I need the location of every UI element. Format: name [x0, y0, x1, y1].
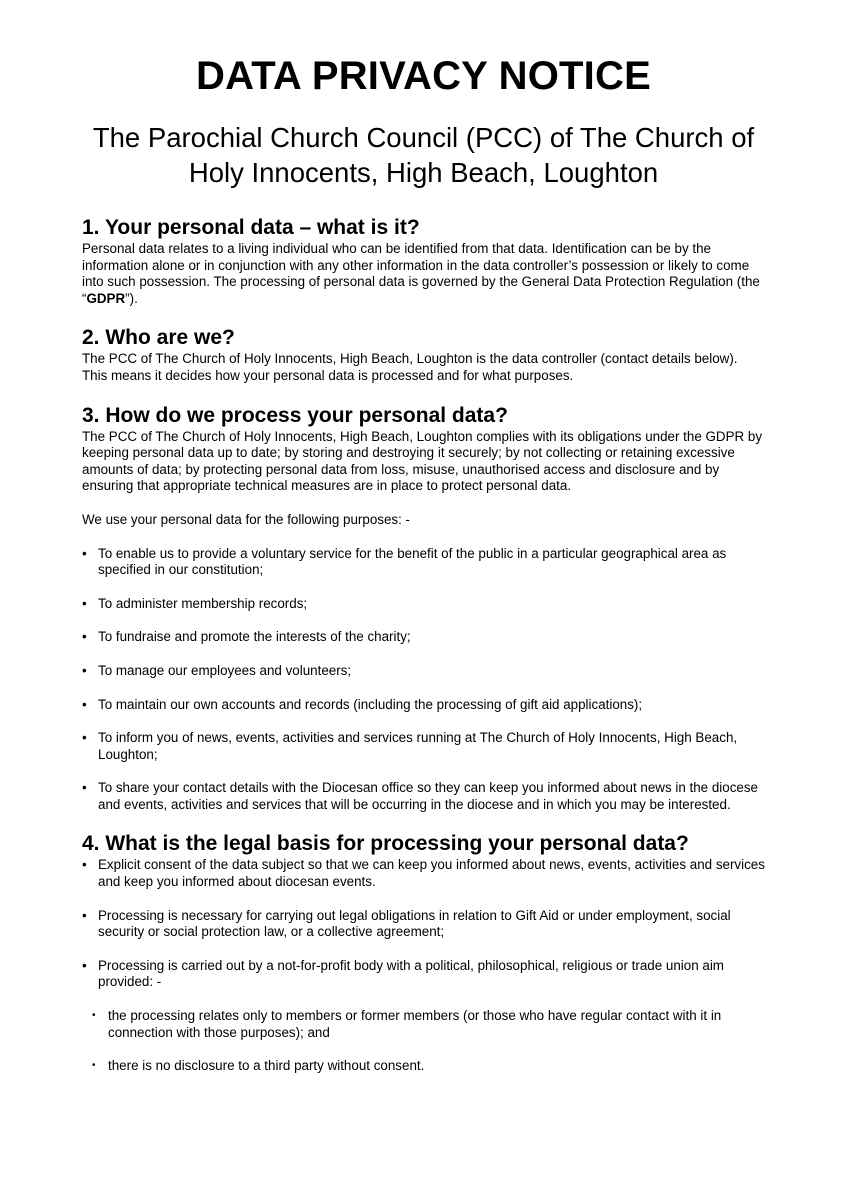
list-item: • the processing relates only to members or former members (or those who have regular contact with it in connection with those purposes); and: [92, 1008, 722, 1040]
list-item: • Processing is carried out by a not-for-profit body with a political, philosophical, religious or trade union aim provided: -: [82, 957, 724, 990]
section-who-are-we: [82, 325, 765, 384]
bullet-icon: •: [92, 1060, 96, 1072]
list-item: • To fundraise and promote the interests of the charity;: [82, 629, 411, 645]
body-text: Personal data relates to a living individual who can be identified from that data. Identification can be by the information alone or in conjunction with any other information in the data controller’s possession or likely to come into such possession. The processing of personal data is governed by the General Data Protection Regulation (the “: [82, 241, 760, 306]
list-item: • To maintain our own accounts and records (including the processing of gift aid applications);: [82, 696, 643, 712]
document-title: DATA PRIVACY NOTICE: [196, 54, 651, 98]
list-item: • To administer membership records;: [82, 595, 308, 611]
bullet-icon: •: [82, 545, 87, 561]
section-personal-data: [82, 215, 765, 307]
section-body: [82, 241, 765, 307]
bullet-icon: •: [82, 662, 87, 678]
list-item: • Processing is necessary for carrying out legal obligations in relation to Gift Aid or under employment, social security or social protection law, or a collective agreement;: [82, 907, 731, 940]
section-legal-basis: [82, 831, 765, 1074]
section-heading: 1. Your personal data – what is it?: [82, 216, 420, 239]
list-item: • To enable us to provide a voluntary service for the benefit of the public in a particular geographical area as specified in our constitution;: [82, 545, 727, 578]
list-item: • To manage our employees and volunteers;: [82, 662, 352, 678]
gdpr-abbreviation: GDPR: [86, 290, 126, 306]
section-how-we-process: [82, 403, 765, 814]
purposes-list: [82, 546, 765, 814]
section-body: The PCC of The Church of Holy Innocents, High Beach, Loughton complies with its obligations under the GDPR by keeping personal data up to date; by storing and destroying it securely; by not collecting or retaining excessive amounts of data; by protecting personal data from loss, misuse, unauthorised access and disclosure and by ensuring that appropriate technical measures are in place to protect personal data.: [82, 428, 763, 494]
section-heading: 4. What is the legal basis for processing your personal data?: [82, 832, 689, 856]
list-item: • Explicit consent of the data subject so that we can keep you informed about news, events, activities and services and keep you informed about diocesan events.: [82, 857, 765, 890]
bullet-icon: •: [82, 957, 87, 973]
bullet-icon: •: [92, 1010, 96, 1022]
body-text-end: ”).: [125, 290, 138, 306]
document-subtitle: The Parochial Church Council (PCC) of The Church of Holy Innocents, High Beach, Loughton: [92, 122, 755, 188]
bullet-icon: •: [82, 595, 87, 611]
bullet-icon: •: [82, 629, 87, 645]
bullet-icon: •: [82, 780, 87, 796]
section-heading: 3. How do we process your personal data?: [82, 403, 508, 427]
bullet-icon: •: [82, 696, 87, 712]
list-item: • To inform you of news, events, activities and services running at The Church of Holy Innocents, High Beach, Loughton;: [82, 730, 738, 762]
bullet-icon: •: [82, 907, 87, 923]
bullet-icon: •: [82, 857, 87, 873]
legal-basis-sub-list: [82, 1008, 765, 1075]
section-heading: 2. Who are we?: [82, 326, 235, 350]
list-item: • To share your contact details with the Diocesan office so they can keep you informed about news in the diocese and events, activities and services that will be occurring in the diocese and in which you may be interested.: [82, 780, 758, 812]
section-body: The PCC of The Church of Holy Innocents, High Beach, Loughton is the data controller (contact details below). This means it decides how your personal data is processed and for what purposes.: [82, 351, 738, 383]
list-item: • there is no disclosure to a third party without consent.: [92, 1058, 425, 1074]
purposes-intro: We use your personal data for the following purposes: -: [82, 511, 411, 527]
bullet-icon: •: [82, 730, 87, 746]
legal-basis-list: [82, 857, 765, 991]
